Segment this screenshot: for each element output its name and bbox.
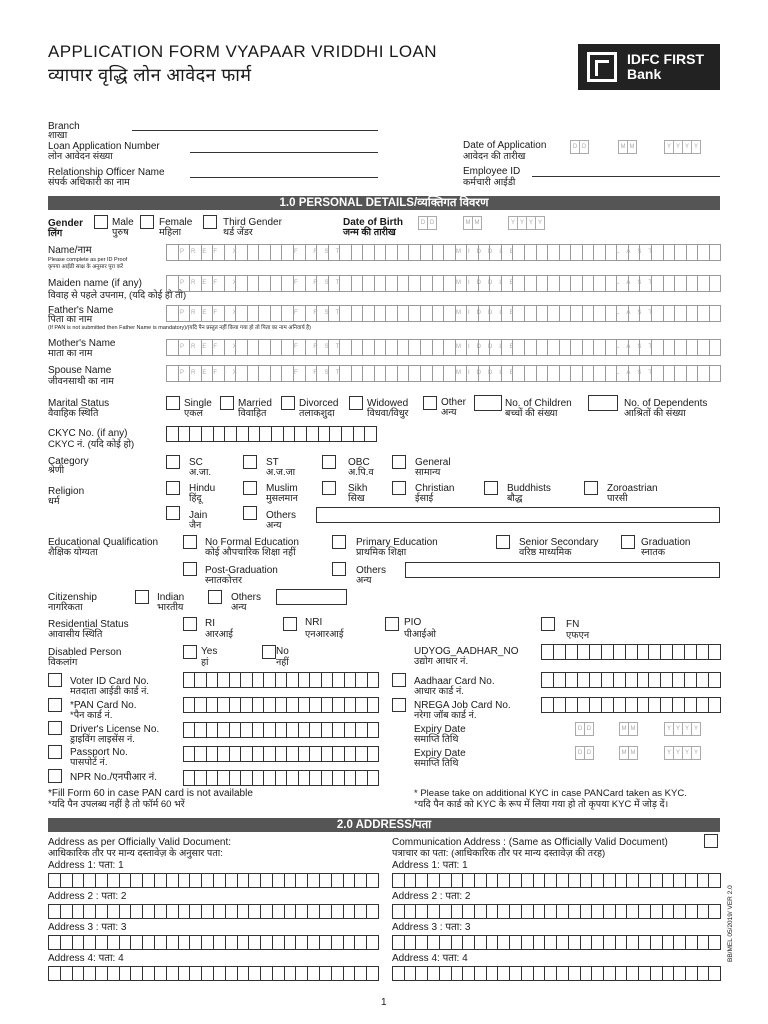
ovd-address1-label: Address 1: पता: 1 bbox=[48, 860, 124, 871]
ckyc-label: CKYC No. (if any) bbox=[48, 428, 128, 439]
passport-expiry-day[interactable]: D D bbox=[575, 746, 593, 760]
other-marital-label-hi: अन्य bbox=[441, 407, 457, 418]
disabled-no-checkbox[interactable] bbox=[262, 645, 276, 659]
form60-note-hi: *यदि पैन उपलब्ध नहीं है तो फॉर्म 60 भरें bbox=[48, 799, 185, 810]
npr-checkbox[interactable] bbox=[48, 769, 62, 783]
general-label: General bbox=[415, 457, 451, 468]
jain-checkbox[interactable] bbox=[166, 506, 180, 520]
indian-label: Indian bbox=[157, 592, 185, 603]
char-cell[interactable] bbox=[708, 644, 721, 660]
pan-grid[interactable] bbox=[183, 697, 378, 713]
mother-grid[interactable] bbox=[166, 339, 720, 356]
name-note-hi: कृपया आईडी साक्ष के अनुसार पूरा करें bbox=[48, 264, 124, 270]
bank-name-line2: Bank bbox=[627, 66, 662, 82]
general-label-hi: सामान्य bbox=[415, 467, 441, 478]
dl-expiry-label-hi: समाप्ति तिथि bbox=[414, 734, 459, 745]
name-placeholder-prefix: PREFIX bbox=[180, 280, 244, 286]
primary-edu-label: Primary Education bbox=[356, 537, 438, 548]
single-label-hi: एकल bbox=[184, 408, 203, 419]
branch-field[interactable] bbox=[132, 130, 378, 131]
ro-name-field[interactable] bbox=[190, 177, 378, 178]
passport-expiry-label-hi: समाप्ति तिथि bbox=[414, 758, 459, 769]
obc-label-hi: अ.पि.व bbox=[348, 467, 374, 478]
name-placeholder-prefix: PREFIX bbox=[180, 370, 244, 376]
christian-label: Christian bbox=[415, 483, 455, 494]
ckyc-label-hi: CKYC नं. (यदि कोई हो) bbox=[48, 439, 135, 450]
pan-label: *PAN Card No. bbox=[70, 700, 137, 711]
dob-label: Date of Birth bbox=[343, 217, 403, 228]
general-checkbox[interactable] bbox=[392, 455, 406, 469]
ovd-address3-label: Address 3 : पता: 3 bbox=[48, 922, 127, 933]
others-religion-checkbox[interactable] bbox=[243, 506, 257, 520]
religion-label: Religion bbox=[48, 486, 85, 497]
indian-label-hi: भारतीय bbox=[157, 602, 184, 613]
post-graduation-checkbox[interactable] bbox=[183, 562, 197, 576]
post-graduation-label: Post-Graduation bbox=[205, 565, 278, 576]
no-formal-edu-label: No Formal Education bbox=[205, 537, 299, 548]
hindu-label: Hindu bbox=[189, 483, 216, 494]
name-placeholder-middle: MIDDLE bbox=[456, 249, 521, 255]
comm-address3-label: Address 3 : पता: 3 bbox=[392, 922, 471, 933]
dl-label-hi: ड्राइविंग लाइसेंस नं. bbox=[70, 734, 135, 745]
married-label: Married bbox=[238, 398, 272, 409]
children-count-box[interactable] bbox=[474, 395, 502, 411]
others-religion-label-hi: अन्य bbox=[266, 520, 282, 531]
emp-id-field[interactable] bbox=[532, 176, 720, 177]
name-placeholder-prefix: PREFIX bbox=[180, 310, 244, 316]
date-app-day[interactable]: D D bbox=[570, 140, 588, 154]
char-cell[interactable] bbox=[708, 672, 721, 688]
aadhaar-checkbox[interactable] bbox=[392, 673, 406, 687]
same-address-checkbox[interactable] bbox=[704, 834, 718, 848]
date-app-year[interactable]: Y Y Y Y bbox=[664, 140, 700, 154]
maiden-grid[interactable] bbox=[166, 275, 720, 292]
education-label: Educational Qualification bbox=[48, 537, 159, 548]
third-gender-label-hi: थर्ड जेंडर bbox=[223, 227, 253, 238]
st-label-hi: अ.ज.जा bbox=[266, 467, 296, 478]
sikh-label-hi: सिख bbox=[348, 493, 365, 504]
religion-other-field[interactable] bbox=[316, 507, 720, 523]
ro-name-label: Relationship Officer Name bbox=[48, 167, 165, 178]
voter-id-grid[interactable] bbox=[183, 672, 378, 688]
char-cell[interactable] bbox=[367, 746, 379, 762]
name-placeholder-last: LAST bbox=[616, 280, 660, 286]
gender-label: Gender bbox=[48, 218, 84, 229]
widowed-checkbox[interactable] bbox=[349, 396, 363, 410]
name-placeholder-last: LAST bbox=[616, 249, 660, 255]
disabled-label-hi: विकलांग bbox=[48, 657, 78, 668]
christian-checkbox[interactable] bbox=[392, 481, 406, 495]
branch-label-hi: शाखा bbox=[48, 130, 68, 141]
pio-checkbox[interactable] bbox=[385, 617, 399, 631]
ri-label-hi: आरआई bbox=[205, 629, 233, 640]
education-other-field[interactable] bbox=[405, 562, 720, 578]
no-formal-edu-checkbox[interactable] bbox=[183, 535, 197, 549]
name-placeholder-first: FIRST bbox=[294, 280, 347, 286]
religion-label-hi: धर्म bbox=[48, 496, 60, 507]
aadhaar-label: Aadhaar Card No. bbox=[414, 676, 495, 687]
aadhaar-label-hi: आधार कार्ड नं. bbox=[414, 686, 464, 697]
fn-checkbox[interactable] bbox=[541, 617, 555, 631]
male-label-hi: पुरुष bbox=[112, 227, 129, 238]
nrega-grid[interactable] bbox=[541, 697, 720, 713]
char-cell[interactable] bbox=[708, 966, 721, 981]
widowed-label: Widowed bbox=[367, 398, 409, 409]
version-code: BB/MEL 05/2019/ VER 2.0 bbox=[727, 885, 734, 962]
muslim-checkbox[interactable] bbox=[243, 481, 257, 495]
sc-label: SC bbox=[189, 457, 203, 468]
bank-name-line1: IDFC FIRST bbox=[627, 51, 704, 67]
divorced-label-hi: तलाकशुदा bbox=[299, 408, 335, 419]
other-marital-checkbox[interactable] bbox=[423, 396, 437, 410]
pio-label: PIO bbox=[404, 617, 422, 628]
comm-address-heading: Communication Address : (Same as Officially Valid Document) bbox=[392, 837, 668, 848]
comm-address4-grid[interactable] bbox=[392, 966, 720, 981]
christian-label-hi: ईसाई bbox=[415, 493, 434, 504]
name-placeholder-first: FIRST bbox=[294, 249, 347, 255]
children-label: No. of Children bbox=[505, 398, 572, 409]
char-cell[interactable] bbox=[367, 672, 379, 688]
loan-app-no-label-hi: लोन आवेदन संख्या bbox=[48, 151, 113, 162]
st-label: ST bbox=[266, 457, 279, 468]
char-cell[interactable] bbox=[709, 244, 722, 261]
name-placeholder-prefix: PREFIX bbox=[180, 344, 244, 350]
passport-label-hi: पासपोर्ट नं. bbox=[70, 757, 108, 768]
name-placeholder-first: FIRST bbox=[294, 370, 347, 376]
kyc-note: * Please take on additional KYC in case PANCard taken as KYC. bbox=[414, 788, 687, 799]
disabled-no-label-hi: नहीं bbox=[276, 657, 289, 668]
obc-checkbox[interactable] bbox=[322, 455, 336, 469]
marital-label: Marital Status bbox=[48, 398, 110, 409]
citizenship-label: Citizenship bbox=[48, 592, 97, 603]
single-checkbox[interactable] bbox=[166, 396, 180, 410]
female-label-hi: महिला bbox=[159, 227, 182, 238]
form60-note: *Fill Form 60 in case PAN card is not available bbox=[48, 788, 253, 799]
graduation-checkbox[interactable] bbox=[621, 535, 635, 549]
passport-grid[interactable] bbox=[183, 746, 378, 762]
mother-label: Mother's Name bbox=[48, 338, 116, 349]
hindu-label-hi: हिंदू bbox=[189, 493, 202, 504]
father-label: Father's Name bbox=[48, 305, 114, 316]
category-label-hi: श्रेणी bbox=[48, 465, 65, 476]
jain-label: Jain bbox=[189, 510, 208, 521]
disabled-yes-checkbox[interactable] bbox=[183, 645, 197, 659]
passport-expiry-label: Expiry Date bbox=[414, 748, 466, 759]
graduation-label: Graduation bbox=[641, 537, 691, 548]
fn-label: FN bbox=[566, 619, 580, 630]
ovd-address2-label: Address 2 : पता: 2 bbox=[48, 891, 127, 902]
sc-checkbox[interactable] bbox=[166, 455, 180, 469]
widowed-label-hi: विधवा/विधुर bbox=[367, 408, 409, 419]
disabled-yes-label-hi: हां bbox=[201, 657, 209, 668]
dob-day[interactable]: D D bbox=[418, 216, 436, 230]
others-citizenship-label: Others bbox=[231, 592, 262, 603]
third-gender-label: Third Gender bbox=[223, 217, 282, 228]
marital-label-hi: वैवाहिक स्थिति bbox=[48, 408, 99, 419]
education-label-hi: शैक्षिक योग्यता bbox=[48, 547, 98, 558]
no-formal-edu-label-hi: कोई औपचारिक शिक्षा नहीं bbox=[205, 547, 296, 558]
single-label: Single bbox=[184, 398, 212, 409]
ri-label: RI bbox=[205, 618, 215, 629]
married-checkbox[interactable] bbox=[220, 396, 234, 410]
voter-id-label-hi: मतदाता आईडी कार्ड नं. bbox=[70, 686, 150, 697]
udyog-grid[interactable] bbox=[541, 644, 720, 660]
name-placeholder-first: FIRST bbox=[294, 344, 347, 350]
char-cell[interactable] bbox=[709, 365, 722, 382]
father-label-hi: पिता का नाम bbox=[48, 314, 93, 325]
dob-month[interactable]: M M bbox=[463, 216, 481, 230]
divorced-label: Divorced bbox=[299, 398, 339, 409]
dl-grid[interactable] bbox=[183, 722, 378, 738]
sikh-checkbox[interactable] bbox=[322, 481, 336, 495]
third-gender-checkbox[interactable] bbox=[203, 215, 217, 229]
muslim-label: Muslim bbox=[266, 483, 298, 494]
father-note: (If PAN is not submitted then Father Name is mandatory)/(यदि पैन प्रस्तुत नहीं किया गया हो तो पिता का नाम अनिवार्य है) bbox=[48, 325, 311, 331]
form-title-hindi: व्यापार वृद्धि लोन आवेदन फार्म bbox=[48, 65, 252, 85]
others-edu-label-hi: अन्य bbox=[356, 575, 372, 586]
char-cell[interactable] bbox=[366, 873, 379, 888]
dob-year[interactable]: Y Y Y Y bbox=[508, 216, 544, 230]
senior-secondary-label: Senior Secondary bbox=[519, 537, 599, 548]
residential-label-hi: आवासीय स्थिति bbox=[48, 629, 103, 640]
buddhists-label-hi: बौद्ध bbox=[507, 493, 523, 504]
disabled-label: Disabled Person bbox=[48, 647, 122, 658]
children-label-hi: बच्चों की संख्या bbox=[505, 408, 558, 419]
citizenship-label-hi: नागरिकता bbox=[48, 602, 83, 613]
pio-label-hi: पीआईओ bbox=[404, 629, 436, 640]
comm-address3-grid[interactable] bbox=[392, 935, 720, 950]
name-placeholder-middle: MIDDLE bbox=[456, 280, 521, 286]
female-label: Female bbox=[159, 217, 193, 228]
nrega-checkbox[interactable] bbox=[392, 698, 406, 712]
spouse-label-hi: जीवनसाथी का नाम bbox=[48, 376, 114, 387]
char-cell[interactable] bbox=[364, 426, 377, 442]
dl-expiry-label: Expiry Date bbox=[414, 724, 466, 735]
others-edu-checkbox[interactable] bbox=[332, 562, 346, 576]
buddhists-checkbox[interactable] bbox=[484, 481, 498, 495]
spouse-grid[interactable] bbox=[166, 365, 720, 382]
dependents-label-hi: आश्रितों की संख्या bbox=[624, 408, 686, 419]
dl-checkbox[interactable] bbox=[48, 721, 62, 735]
name-placeholder-last: LAST bbox=[616, 310, 660, 316]
others-religion-label: Others bbox=[266, 510, 297, 521]
date-app-month[interactable]: M M bbox=[618, 140, 636, 154]
char-cell[interactable] bbox=[366, 935, 379, 950]
post-graduation-label-hi: स्नातकोत्तर bbox=[205, 575, 242, 586]
personal-details-header: 1.0 PERSONAL DETAILS/व्यक्तिगत विवरण bbox=[48, 196, 720, 210]
dl-label: Driver's License No. bbox=[70, 724, 160, 735]
ovd-address4-grid[interactable] bbox=[48, 966, 378, 981]
char-cell[interactable] bbox=[708, 697, 721, 713]
primary-edu-checkbox[interactable] bbox=[332, 535, 346, 549]
dl-expiry-year[interactable]: Y Y Y Y bbox=[664, 722, 700, 736]
date-app-label-hi: आवेदन की तारीख bbox=[463, 151, 526, 162]
nrega-label-hi: नरेगा जॉब कार्ड नं. bbox=[414, 710, 477, 721]
buddhists-label: Buddhists bbox=[507, 483, 551, 494]
nri-label: NRI bbox=[305, 617, 323, 628]
name-note: Please complete as per ID Proof bbox=[48, 257, 128, 263]
udyog-label: UDYOG_AADHAR_NO bbox=[414, 646, 519, 657]
char-cell[interactable] bbox=[367, 770, 379, 786]
pan-checkbox[interactable] bbox=[48, 698, 62, 712]
dl-expiry-month[interactable]: M M bbox=[619, 722, 637, 736]
male-checkbox[interactable] bbox=[94, 215, 108, 229]
udyog-label-hi: उद्योग आधार नं. bbox=[414, 656, 469, 667]
muslim-label-hi: मुसलमान bbox=[266, 493, 298, 504]
obc-label: OBC bbox=[348, 457, 370, 468]
dl-expiry-day[interactable]: D D bbox=[575, 722, 593, 736]
ovd-address-heading: Address as per Officially Valid Document: bbox=[48, 837, 232, 848]
voter-id-label: Voter ID Card No. bbox=[70, 676, 149, 687]
aadhaar-grid[interactable] bbox=[541, 672, 720, 688]
residential-label: Residential Status bbox=[48, 619, 129, 630]
hindu-checkbox[interactable] bbox=[166, 481, 180, 495]
page-number: 1 bbox=[381, 997, 387, 1008]
st-checkbox[interactable] bbox=[243, 455, 257, 469]
sc-label-hi: अ.जा. bbox=[189, 467, 212, 478]
comm-address-heading-hi: पत्राचार का पता: (आधिकारिक तौर पर मान्य दस्तावेज़ की तरह) bbox=[392, 848, 606, 859]
char-cell[interactable] bbox=[366, 966, 379, 981]
loan-app-no-field[interactable] bbox=[190, 152, 378, 153]
char-cell[interactable] bbox=[709, 339, 722, 356]
loan-app-no-label: Loan Application Number bbox=[48, 141, 160, 152]
passport-expiry-month[interactable]: M M bbox=[619, 746, 637, 760]
nrega-label: NREGA Job Card No. bbox=[414, 700, 511, 711]
char-cell[interactable] bbox=[709, 305, 722, 322]
branch-label: Branch bbox=[48, 121, 80, 132]
nri-checkbox[interactable] bbox=[283, 617, 297, 631]
char-cell[interactable] bbox=[708, 904, 721, 919]
name-placeholder-prefix: PREFIX bbox=[180, 249, 244, 255]
char-cell[interactable] bbox=[367, 697, 379, 713]
father-grid[interactable] bbox=[166, 305, 720, 322]
others-citizenship-label-hi: अन्य bbox=[231, 602, 247, 613]
senior-secondary-label-hi: वरिष्ठ माध्यमिक bbox=[519, 547, 572, 558]
npr-label: NPR No./एनपीआर नं. bbox=[70, 772, 157, 783]
dependents-label: No. of Dependents bbox=[624, 398, 708, 409]
others-edu-label: Others bbox=[356, 565, 387, 576]
gender-label-hi: लिंग bbox=[48, 228, 63, 239]
comm-address1-label: Address 1: पता: 1 bbox=[392, 860, 468, 871]
maiden-label-hi: विवाह से पहले उपनाम, (यदि कोई हो तो) bbox=[48, 290, 187, 301]
char-cell[interactable] bbox=[708, 935, 721, 950]
senior-secondary-checkbox[interactable] bbox=[496, 535, 510, 549]
divorced-checkbox[interactable] bbox=[281, 396, 295, 410]
male-label: Male bbox=[112, 217, 134, 228]
form-title: APPLICATION FORM VYAPAAR VRIDDHI LOAN bbox=[48, 42, 437, 61]
maiden-label: Maiden name (if any) bbox=[48, 278, 142, 289]
passport-checkbox[interactable] bbox=[48, 745, 62, 759]
char-cell[interactable] bbox=[709, 275, 722, 292]
others-citizenship-checkbox[interactable] bbox=[208, 590, 222, 604]
name-placeholder-middle: MIDDLE bbox=[456, 310, 521, 316]
comm-address2-label: Address 2 : पता: 2 bbox=[392, 891, 471, 902]
other-marital-label: Other bbox=[441, 397, 467, 408]
date-app-label: Date of Application bbox=[463, 140, 547, 151]
char-cell[interactable] bbox=[708, 873, 721, 888]
passport-expiry-year[interactable]: Y Y Y Y bbox=[664, 746, 700, 760]
ri-checkbox[interactable] bbox=[183, 617, 197, 631]
name-placeholder-middle: MIDDLE bbox=[456, 370, 521, 376]
name-placeholder-first: FIRST bbox=[294, 310, 347, 316]
ovd-address-heading-hi: आधिकारिक तौर पर मान्य दस्तावेज़ के अनुसार पता: bbox=[48, 848, 223, 859]
passport-label: Passport No. bbox=[70, 747, 128, 758]
sikh-label: Sikh bbox=[348, 483, 368, 494]
voter-id-checkbox[interactable] bbox=[48, 673, 62, 687]
address-header: 2.0 ADDRESS/पता bbox=[48, 818, 720, 832]
kyc-note-hi: *यदि पैन कार्ड को KYC के रूप में लिया गया हो तो कृपया KYC में जोड़ दें। bbox=[414, 799, 669, 810]
name-placeholder-last: LAST bbox=[616, 344, 660, 350]
pan-label-hi: *पैन कार्ड नं. bbox=[70, 710, 113, 721]
comm-address4-label: Address 4: पता: 4 bbox=[392, 953, 468, 964]
nri-label-hi: एनआरआई bbox=[305, 629, 344, 640]
zoroastrian-label: Zoroastrian bbox=[607, 483, 658, 494]
fn-label-hi: एफएन bbox=[566, 630, 590, 641]
spouse-label: Spouse Name bbox=[48, 365, 112, 376]
category-label: Category bbox=[48, 456, 89, 467]
ovd-address1-grid[interactable] bbox=[48, 873, 378, 888]
ovd-address3-grid[interactable] bbox=[48, 935, 378, 950]
npr-grid[interactable] bbox=[183, 770, 378, 786]
disabled-yes-label: Yes bbox=[201, 646, 218, 657]
female-checkbox[interactable] bbox=[140, 215, 154, 229]
jain-label-hi: जैन bbox=[189, 520, 202, 531]
ro-name-label-hi: संपर्क अधिकारी का नाम bbox=[48, 177, 130, 188]
char-cell[interactable] bbox=[366, 904, 379, 919]
ovd-address4-label: Address 4: पता: 4 bbox=[48, 953, 124, 964]
name-placeholder-middle: MIDDLE bbox=[456, 344, 521, 350]
comm-address2-grid[interactable] bbox=[392, 904, 720, 919]
indian-checkbox[interactable] bbox=[135, 590, 149, 604]
ovd-address2-grid[interactable] bbox=[48, 904, 378, 919]
graduation-label-hi: स्नातक bbox=[641, 547, 666, 558]
name-grid[interactable] bbox=[166, 244, 720, 261]
bank-logo bbox=[578, 44, 720, 90]
zoroastrian-label-hi: पारसी bbox=[607, 493, 628, 504]
name-placeholder-last: LAST bbox=[616, 370, 660, 376]
married-label-hi: विवाहित bbox=[238, 408, 267, 419]
dependents-count-box[interactable] bbox=[588, 395, 618, 411]
disabled-no-label: No bbox=[276, 646, 289, 657]
bank-logo-icon bbox=[587, 52, 617, 82]
mother-label-hi: माता का नाम bbox=[48, 348, 93, 359]
emp-id-label-hi: कर्मचारी आईडी bbox=[463, 177, 516, 188]
primary-edu-label-hi: प्राथमिक शिक्षा bbox=[356, 547, 407, 558]
comm-address1-grid[interactable] bbox=[392, 873, 720, 888]
citizenship-other-field[interactable] bbox=[276, 589, 347, 605]
name-label: Name/नाम bbox=[48, 245, 92, 256]
emp-id-label: Employee ID bbox=[463, 166, 521, 177]
ckyc-grid[interactable] bbox=[166, 426, 376, 442]
zoroastrian-checkbox[interactable] bbox=[584, 481, 598, 495]
char-cell[interactable] bbox=[367, 722, 379, 738]
dob-label-hi: जन्म की तारीख bbox=[343, 227, 396, 238]
